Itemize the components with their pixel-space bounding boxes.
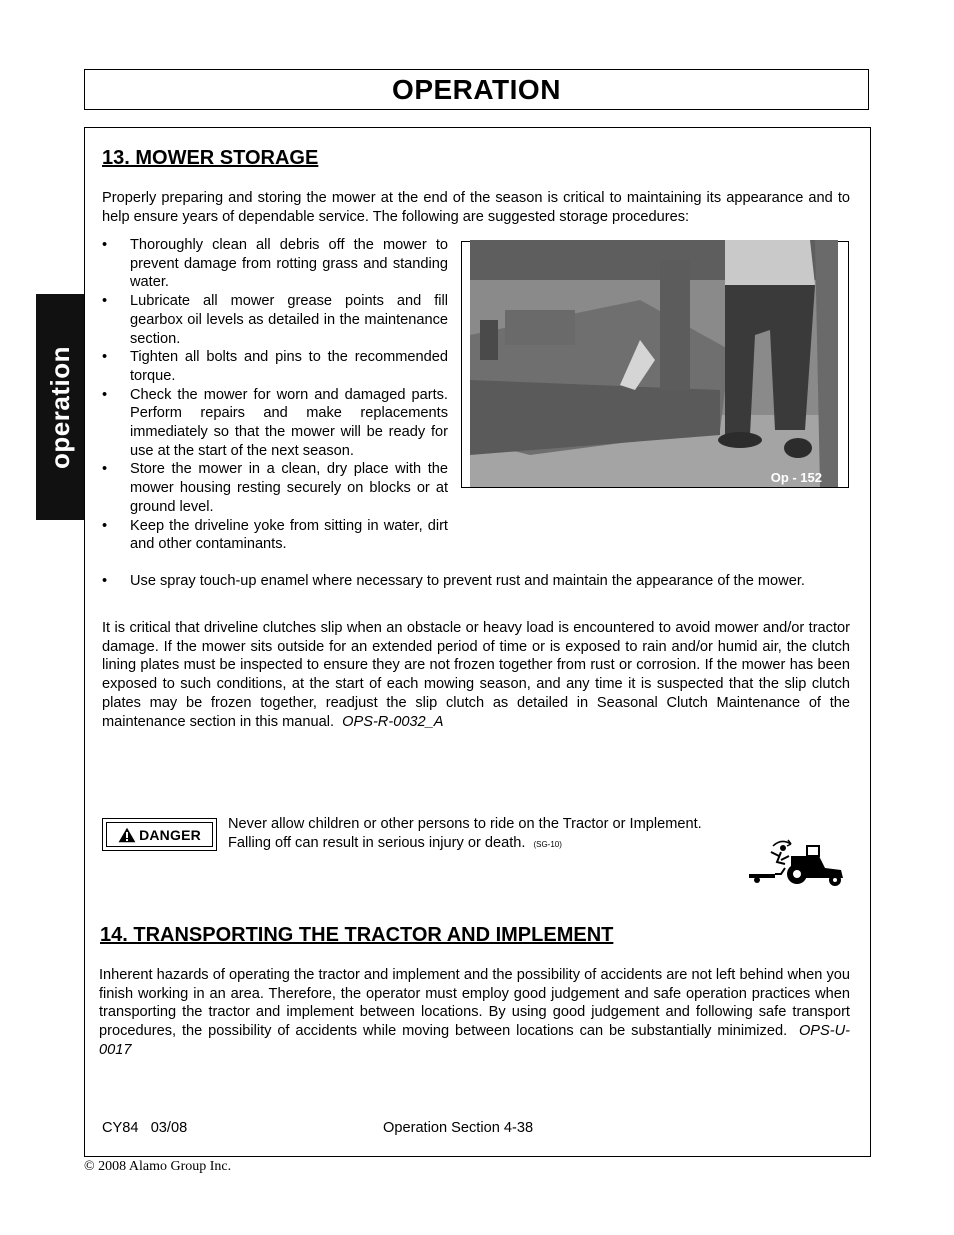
danger-message-line-2: Falling off can result in serious injury or death.	[228, 835, 526, 851]
list-item: • Tighten all bolts and pins to the recommended torque.	[102, 348, 448, 385]
mower-cleaning-photo	[470, 240, 838, 487]
footer-model: CY84	[102, 1120, 139, 1136]
footer-section: Operation Section 4-38	[383, 1120, 534, 1136]
tractor-rider-fall-icon	[747, 838, 847, 888]
page-title: OPERATION	[392, 73, 561, 105]
copyright: © 2008 Alamo Group Inc.	[84, 1159, 232, 1174]
warning-triangle-icon	[118, 827, 136, 843]
section-14-paragraph-text: Inherent hazards of operating the tractor and implement and the possibility of accidents are not left behind when you finish working in an area. Therefore, the operator must employ good judgement and safe operation practices when transporting the tractor and implement between locations. By using good judgement and following safe transport procedures, the possibility of accidents while moving between locations can be substantially minimized.	[99, 967, 850, 1040]
list-item: • Check the mower for worn and damaged parts. Perform repairs and make replacements immediately so that the mower will be ready for use at the start of the next season.	[102, 386, 448, 461]
clutch-paragraph	[102, 619, 850, 731]
clutch-paragraph-text: It is critical that driveline clutches slip when an obstacle or heavy load is encountered to avoid mower and/or tractor damage. If the mower sits outside for an extended period of time or is exposed to rain and/or humid air, the clutch lining plates must be inspected to ensure they are not frozen together from rust or corrosion. If the mower has been exposed to such conditions, at the start of each mowing season, and any time it is suspected that the slip clutch plates may be frozen together, readjust the slip clutch as detailed in Seasonal Clutch Maintenance of the maintenance section in this manual.	[102, 620, 850, 730]
photo-label: Op - 152	[770, 470, 822, 485]
section-13-intro: Properly preparing and storing the mower at the end of the season is critical to maintaining its appearance and to help ensure years of dependable service. The following are suggested storage procedures:	[102, 190, 850, 225]
danger-label	[102, 818, 217, 851]
footer-model-date	[102, 1120, 187, 1136]
danger-label-text: DANGER	[139, 826, 201, 843]
list-item: • Lubricate all mower grease points and fill gearbox oil levels as detailed in the maintenance section.	[102, 292, 448, 348]
section-13-title: 13. MOWER STORAGE	[102, 147, 319, 169]
side-tab	[36, 294, 84, 520]
danger-code: (SG-10)	[533, 840, 562, 849]
storage-procedure-list	[102, 236, 448, 554]
list-item: • Use spray touch-up enamel where necessary to prevent rust and maintain the appearance of the mower.	[102, 572, 862, 591]
mower-photo-illustration	[470, 240, 838, 487]
clutch-reference-code: OPS-R-0032_A	[342, 713, 444, 730]
footer-date: 03/08	[150, 1120, 188, 1136]
danger-message	[228, 815, 768, 854]
page-header	[84, 69, 869, 110]
section-14-paragraph	[99, 966, 850, 1060]
photo-frame	[461, 241, 849, 488]
side-tab-label: operation	[44, 345, 75, 469]
list-item: • Store the mower in a clean, dry place with the mower housing resting securely on blocks or at ground level.	[102, 460, 448, 516]
danger-message-line-1: Never allow children or other persons to ride on the Tractor or Implement.	[228, 816, 702, 832]
section-14-title: 14. TRANSPORTING THE TRACTOR AND IMPLEMENT	[100, 924, 614, 946]
section-14-reference-code: OPS-U- 0017	[99, 1023, 851, 1058]
list-item: • Thoroughly clean all debris off the mower to prevent damage from rotting grass and standing water.	[102, 236, 448, 292]
list-item: • Keep the driveline yoke from sitting in water, dirt and other contaminants.	[102, 517, 448, 554]
